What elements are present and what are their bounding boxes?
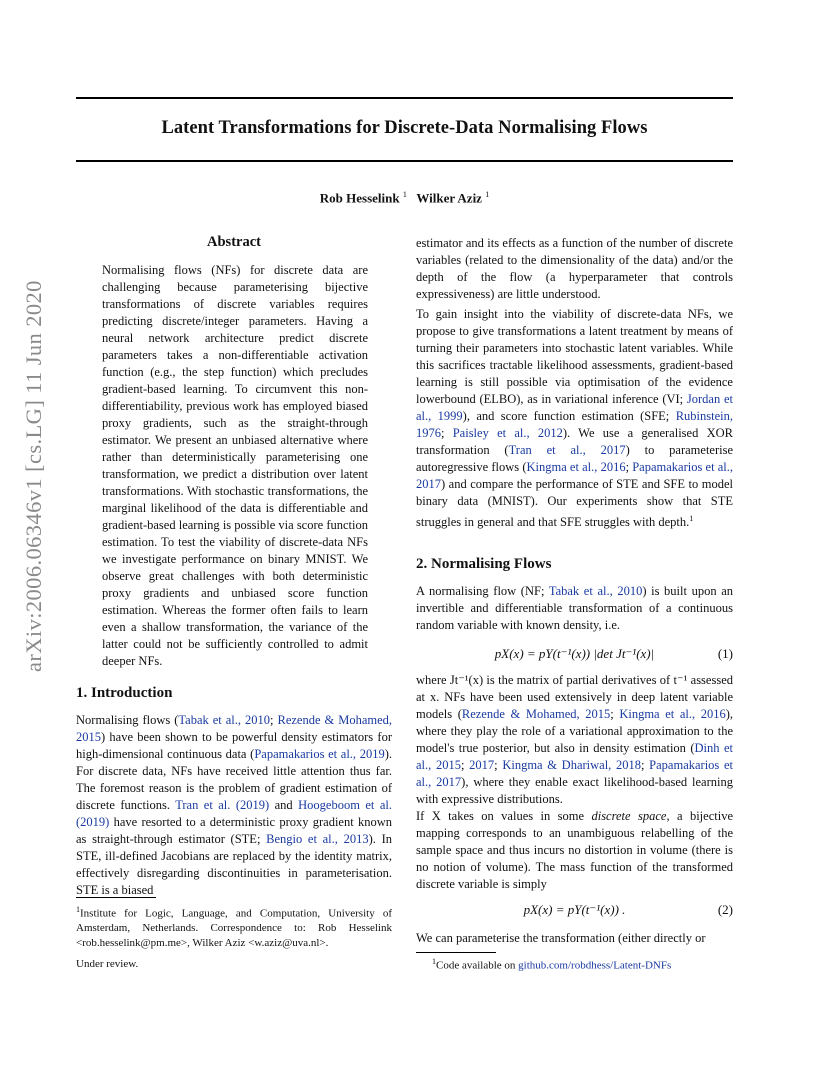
- paper-title: Latent Transformations for Discrete-Data Normalising Flows: [161, 118, 648, 138]
- equation-2-number: (2): [717, 902, 733, 917]
- code-footnote: $^1$Code available on github.com/robdhess/Latent-DNFs: [432, 957, 672, 972]
- right-paragraph-3: A normalising flow (NF; Tabak et al., 2010) is built upon an invertible and differentiable transformation of a continuous random variable with known density, i.e.: [416, 584, 734, 632]
- right-paragraph-2: To gain insight into the viability of discrete-data NFs, we propose to give transformations a latent treatment by means of turning their parameters into stochastic latent variables. While this sacrifices tractable likelihood assessments, gradient-based learning is still possible via optimisation of the evidence lowerbound (ELBO), as in variational inference (VI; Jordan et al., 1999), and score function estimation (SFE; Rubinstein, 1976; Paisley et al., 2012). We use a generalised XOR transformation (Tran et al., 2017) to parameterise autoregressive flows (Kingma et al., 2016; Papamakarios et al., 2017) and compare the performance of STE and SFE to model binary data (MNIST). Our experiments show that STE struggles in general and that SFE struggles with depth.$^1$: [416, 307, 734, 530]
- footnote-rule: [76, 897, 156, 898]
- footnote-mark: 1: [689, 514, 694, 523]
- title-bottom-rule: [76, 160, 733, 162]
- citation-link[interactable]: Rezende & Mohamed, 2015: [461, 707, 611, 721]
- author-list: [76, 190, 733, 206]
- citation-link[interactable]: 2017: [469, 758, 495, 772]
- equation-2-body: pX(x) = pY(t⁻¹(x)) .: [523, 902, 626, 917]
- citation-link[interactable]: Kingma et al., 2016: [619, 707, 726, 721]
- citation-link[interactable]: Tran et al., 2017: [508, 443, 626, 457]
- author-name: Rob Hesselink: [319, 190, 400, 206]
- citation-link[interactable]: Rezende & Mohamed, 2015: [76, 713, 393, 744]
- right-paragraph-6: We can parameterise the transformation (either directly or: [416, 931, 706, 945]
- footnote-rule: [416, 952, 496, 953]
- review-status-note: Under review.: [76, 958, 139, 970]
- arxiv-identifier-stamp: arXiv:2006.06346v1 [cs.LG] 11 Jun 2020: [21, 280, 46, 672]
- citation-link[interactable]: Tran et al. (2019): [175, 798, 270, 812]
- citation-link[interactable]: Hoogeboom et al. (2019): [76, 798, 392, 829]
- citation-link[interactable]: Paisley et al., 2012: [452, 426, 563, 440]
- citation-link[interactable]: Tabak et al., 2010: [178, 713, 271, 727]
- citation-link[interactable]: Tabak et al., 2010: [548, 584, 643, 598]
- introduction-paragraph: Normalising flows (Tabak et al., 2010; Rezende & Mohamed, 2015) have been shown to be powerful density estimators for high-dimensional continuous data (Papamakarios et al., 2019). For discrete data, NFs have received little attention thus far. The foremost reason is the problem of gradient estimation of discrete functions. Tran et al. (2019) and Hoogeboom et al. (2019) have resorted to a deterministic proxy gradient known as straight-through estimator (STE; Bengio et al., 2013). In STE, ill-defined Jacobians are replaced by the identity matrix, effectively disregarding discontinuities in parameterisation. STE is a biased: [76, 713, 393, 897]
- section-heading-normalising-flows: 2. Normalising Flows: [416, 556, 552, 572]
- affiliation-mark: 1: [402, 190, 407, 199]
- citation-link[interactable]: Rubinstein, 1976: [416, 409, 733, 440]
- citation-link[interactable]: Papamakarios et al., 2017: [416, 758, 733, 789]
- citation-link[interactable]: Kingma et al., 2016: [526, 460, 626, 474]
- affiliation-mark: 1: [485, 190, 490, 199]
- citation-link[interactable]: Bengio et al., 2013: [266, 832, 369, 846]
- citation-link[interactable]: Dinh et al., 2015: [416, 741, 733, 772]
- citation-link[interactable]: Kingma & Dhariwal, 2018: [502, 758, 641, 772]
- right-paragraph-4: where Jt⁻¹(x) is the matrix of partial derivatives of t⁻¹ assessed at x. NFs have been used extensively in deep latent variable models (Rezende & Mohamed, 2015; Kingma et al., 2016), where they play the role of a variational approximation to the model's true posterior, but also in density estimation (Dinh et al., 2015; 2017; Kingma & Dhariwal, 2018; Papamakarios et al., 2017), where they enable exact likelihood-based learning with expressive distributions.: [416, 673, 733, 806]
- citation-link[interactable]: Jordan et al., 1999: [416, 392, 733, 423]
- equation-1-body: pX(x) = pY(t⁻¹(x)) |det Jt⁻¹(x)|: [494, 646, 655, 661]
- citation-link[interactable]: Papamakarios et al., 2019: [254, 747, 385, 761]
- section-heading-introduction: 1. Introduction: [76, 685, 173, 701]
- right-paragraph-5: If X takes on values in some discrete space, a bijective mapping corresponds to an unambiguous relabelling of the sample space and thus incurs no distortion in volume (there is no notion of volume). The mass function of the transformed discrete variable is simply: [416, 809, 733, 891]
- right-paragraph-1: estimator and its effects as a function of the number of discrete variables (related to the dimensionality of the data) and/or the depth of the flow (a hyperparameter that controls expressiveness) are little understood.: [416, 236, 733, 301]
- affiliation-footnote: $^1$Institute for Logic, Language, and Computation, University of Amsterdam, Netherlands. Correspondence to: Rob Hesselink <rob.hesselink@pm.me>, Wilker Aziz <w.aziz@uva.nl>.: [76, 905, 392, 949]
- code-repository-link[interactable]: github.com/robdhess/Latent-DNFs: [518, 959, 672, 972]
- abstract-heading: Abstract: [207, 234, 261, 250]
- author-name: Wilker Aziz: [416, 190, 482, 206]
- equation-1-number: (1): [717, 646, 733, 661]
- citation-link[interactable]: Papamakarios et al., 2017: [416, 460, 733, 491]
- title-top-rule: [76, 97, 733, 99]
- abstract-body: Normalising flows (NFs) for discrete data are challenging because parameterising bijective transformations of discrete variables requires predicting discrete/integer parameters. Having a neural network architecture predict discrete parameters takes a non-differentiable activation function (e.g., the step function) which precludes gradient-based learning. To circumvent this non-differentiability, previous work has employed biased proxy gradients, such as the straight-through estimator. We present an unbiased alternative where rather than deterministically parameterising one transformation, we predict a distribution over latent transformations. With stochastic transformations, the marginal likelihood of the data is differentiable and gradient-based learning is possible via score function estimation. To test the viability of discrete-data NFs we investigate performance on binary MNIST. We observe great challenges with both deterministic proxy gradients and unbiased score function estimation. Whereas the former often fails to learn even a shallow transformation, the variance of the latter could not be sufficiently controlled to admit deeper NFs.: [102, 263, 368, 668]
